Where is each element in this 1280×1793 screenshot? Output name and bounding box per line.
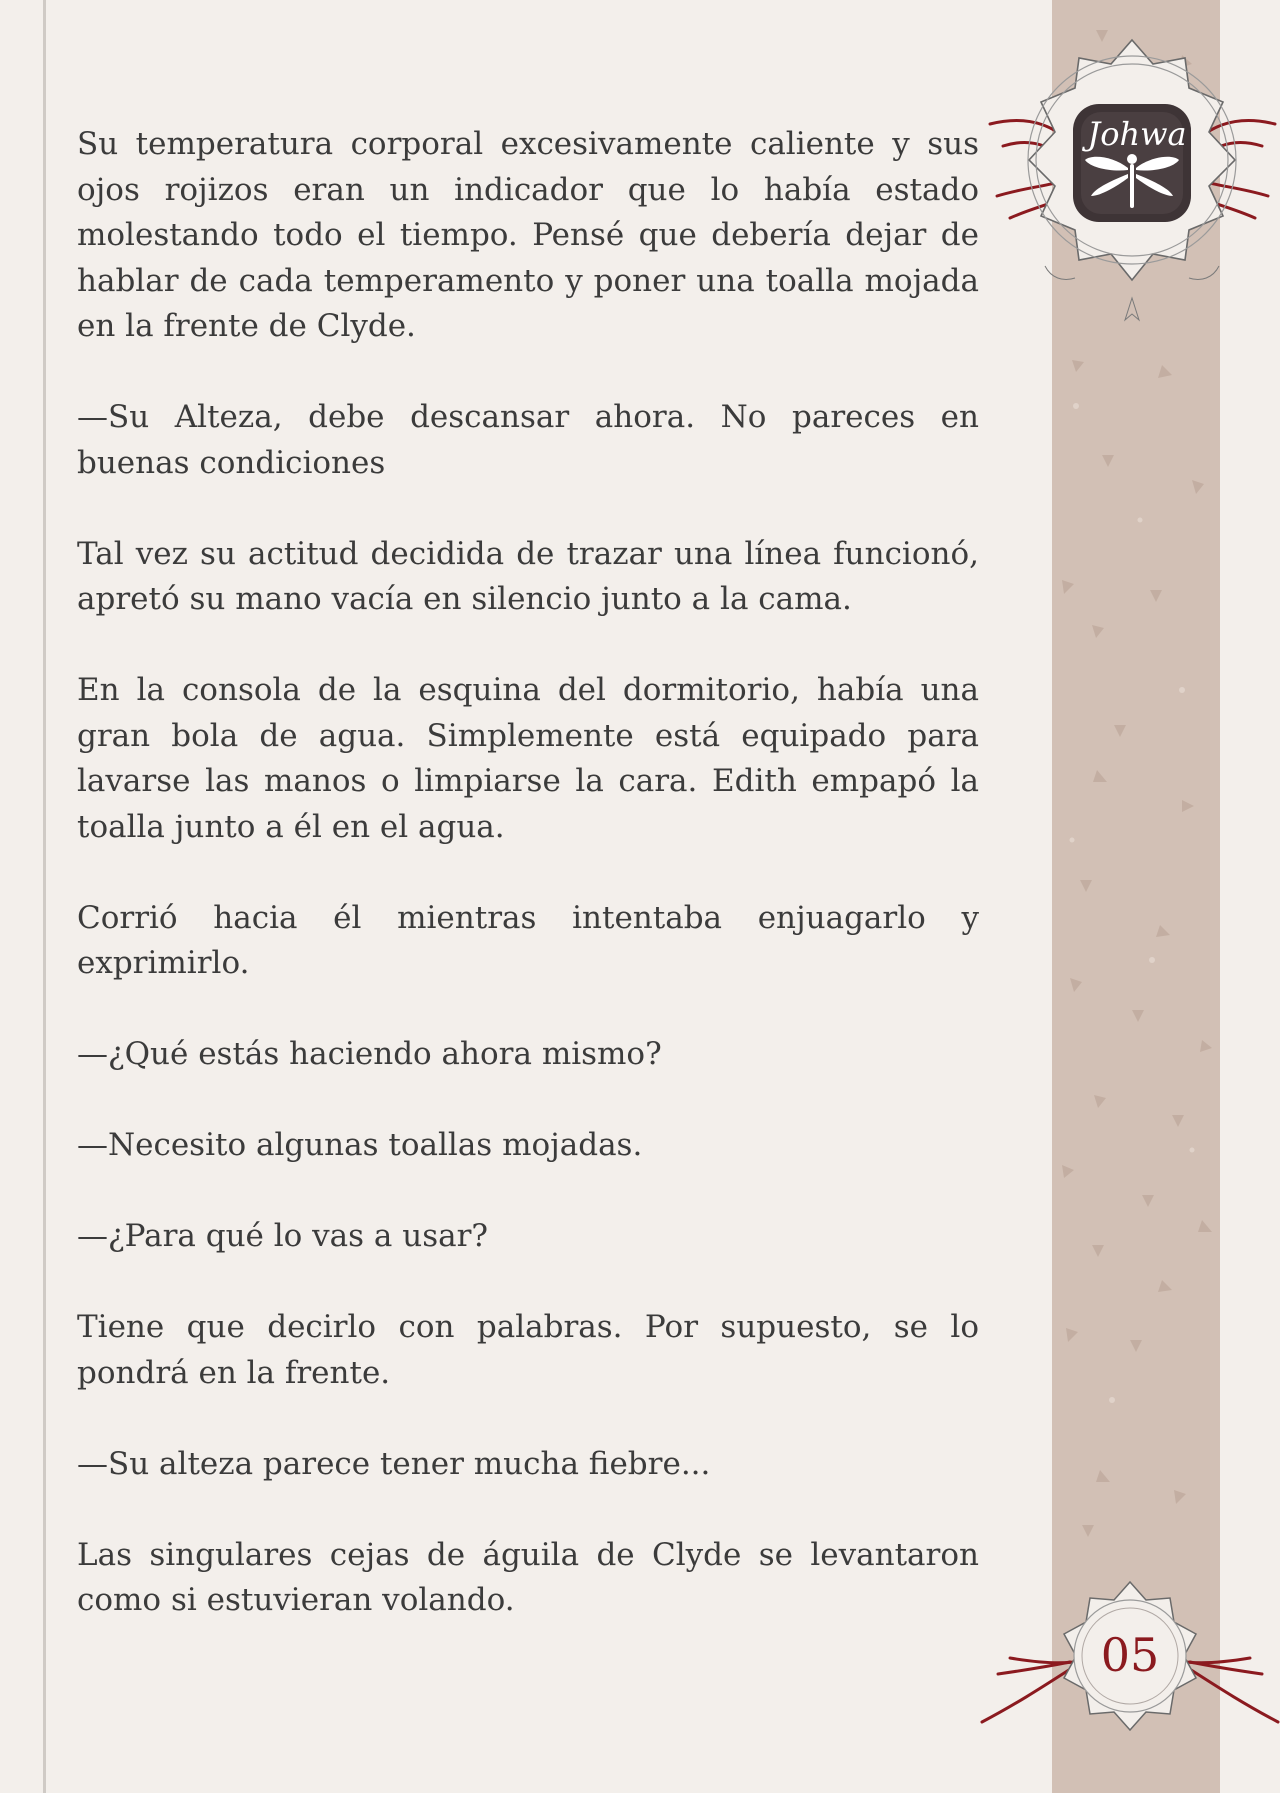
- logo-wordmark: Johwa: [1087, 115, 1187, 153]
- paragraph: Tal vez su actitud decidida de trazar una línea funcionó, apretó su mano vacía en silencio junto a la cama.: [77, 535, 979, 617]
- paragraph: —Necesito algunas toallas mojadas.: [77, 1127, 643, 1163]
- paragraph: —¿Para qué lo vas a usar?: [77, 1218, 489, 1254]
- paragraph: —Su alteza parece tener mucha fiebre...: [77, 1445, 711, 1482]
- paragraph: Las singulares cejas de águila de Clyde se levantaron como si estuvieran volando.: [77, 1536, 979, 1618]
- page-number: 05: [1100, 1628, 1160, 1682]
- left-margin-rule: [43, 0, 46, 1793]
- paragraph: —¿Qué estás haciendo ahora mismo?: [77, 1036, 662, 1072]
- paragraph: —Su Alteza, debe descansar ahora. No pareces en buenas condiciones: [77, 399, 979, 481]
- paragraph: En la consola de la esquina del dormitorio, había una gran bola de agua. Simplemente está equipado para lavarse las manos o limpiarse la cara. Edith empapó la toalla junto a él en el agua.: [77, 672, 979, 845]
- paragraph: Su temperatura corporal excesivamente caliente y sus ojos rojizos eran un indicador que lo había estado molestando todo el tiempo. Pensé que debería dejar de hablar de cada temperamento y poner una toalla mojada en la frente de Clyde.: [77, 126, 979, 344]
- paragraph: Corrió hacia él mientras intentaba enjuagarlo y exprimirlo.: [77, 899, 979, 981]
- johwa-logo-emblem: [985, 36, 1280, 326]
- chapter-text: [77, 122, 979, 1624]
- paragraph: Tiene que decirlo con palabras. Por supuesto, se lo pondrá en la frente.: [77, 1309, 979, 1391]
